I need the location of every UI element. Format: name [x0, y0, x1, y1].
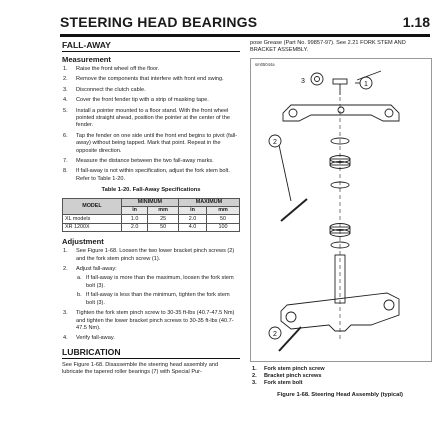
- list-item: 2. Adjust fall-away: a. If fall-away is more than the maximum, loosen the fork stem bolt (3). b. If fall-away is less than the minimum, tighten the fork stem bolt (3).: [62, 266, 240, 307]
- table-cell: XL models: [63, 215, 122, 223]
- list-item: 1. See Figure 1-68. Loosen the two lower bracket pinch screws (2) and the fork stem pinch screw (1).: [63, 248, 235, 262]
- subheading-measurement: Measurement: [62, 55, 111, 64]
- list-item: 6. Tap the fender on one side until the front end begins to pivot (fall-away) without being tapped. Mark that point. Repeat in the opposite direction.: [63, 132, 238, 154]
- legend-item: 2. Bracket pinch screws: [252, 373, 322, 380]
- table-caption: Table 1-20. Fall-Away Specifications: [101, 187, 201, 194]
- header-rule: [60, 34, 430, 37]
- fallaway-spec-table: [62, 198, 240, 233]
- pinch-screw-left: [281, 199, 307, 221]
- page-header: [60, 14, 430, 36]
- list-item: 7. Measure the distance between the two fall-away marks.: [63, 158, 214, 165]
- continued-text: pose Grease (Part No. 99857-97). See 2.21 FORK STEM AND BRACKET ASSEMBLY.: [250, 40, 406, 53]
- table-unit: in: [178, 207, 206, 215]
- list-item: a. If fall-away is more than the maximum, loosen the fork stem bolt (3).: [77, 275, 234, 289]
- fork-stem-bolt-head: [333, 79, 347, 84]
- lubrication-text: See Figure 1-68. Disassemble the steering head assembly and lubricate the tapered roller bearings (7) with Special Pur-: [62, 361, 219, 376]
- list-item: 2. Remove the components that interfere with front end swing.: [63, 76, 224, 83]
- table-header-minimum: MINIMUM: [121, 198, 178, 206]
- table-cell: XR 1200X: [63, 223, 122, 231]
- page-number: 1.18: [402, 14, 430, 30]
- washer: [311, 73, 323, 85]
- list-item: 5. Install a pointer mounted to a floor stand. With the front wheel pointed straight ahead, position the pointer at the center of the fender.: [63, 107, 230, 129]
- lower-bracket: [281, 293, 399, 331]
- table-row: [63, 215, 240, 223]
- table-unit: mm: [148, 207, 179, 215]
- page-title: STEERING HEAD BEARINGS: [60, 14, 258, 30]
- table-unit: mm: [207, 207, 240, 215]
- table-cell: 50: [148, 223, 179, 231]
- steering-head-diagram: [251, 59, 431, 361]
- table-cell: 2.0: [178, 215, 206, 223]
- adjustment-substeps: [76, 275, 240, 307]
- table-header-model: MODEL: [63, 198, 122, 215]
- steering-head-figure: [250, 58, 432, 362]
- figure-id: sm05044a: [255, 62, 275, 67]
- callout-2-lower: 2: [273, 331, 277, 338]
- figure-legend: [252, 366, 428, 388]
- adjustment-steps: [62, 248, 240, 342]
- list-item: 4. Cover the front fender tip with a strip of masking tape.: [63, 97, 209, 104]
- left-column: [62, 40, 240, 377]
- table-cell: 50: [207, 215, 240, 223]
- callout-3: 3: [301, 78, 305, 85]
- pinch-screw-top: [357, 71, 381, 80]
- legend-item: 3. Fork stem bolt: [252, 380, 303, 387]
- list-item: 4. Verify fall-away.: [63, 335, 115, 342]
- table-cell: 2.0: [121, 223, 147, 231]
- list-item: 1. Raise the front wheel off the floor.: [63, 66, 160, 72]
- figure-caption: Figure 1-68. Steering Head Assembly (typical): [277, 392, 403, 398]
- table-cell: 25: [148, 215, 179, 223]
- callout-2-upper: 2: [273, 139, 277, 146]
- table-cell: 4.0: [178, 223, 206, 231]
- list-item: 8. If fall-away is not within specification, adjust the fork stem bolt. Refer to Table 1-20.: [63, 168, 230, 182]
- subheading-adjustment: Adjustment: [62, 237, 104, 247]
- measurement-steps: [62, 66, 240, 183]
- table-row: [63, 223, 240, 231]
- table-cell: 1.0: [121, 215, 147, 223]
- list-item: b. If fall-away is less than the minimum, tighten the fork stem bolt (3).: [77, 292, 230, 306]
- pinch-screw-lower: [279, 327, 301, 351]
- list-item: 3. Tighten the fork stem pinch screw to 30-35 ft-lbs (40.7-47.5 Nm) and tighten the lower bracket pinch screws to 30-35 ft-lbs (40.7-47.5 Nm).: [63, 310, 235, 331]
- table-unit: in: [121, 207, 147, 215]
- legend-item: 1. Fork stem pinch screw: [252, 366, 325, 372]
- section-heading-lubrication: LUBRICATION: [62, 347, 240, 359]
- table-header-maximum: MAXIMUM: [178, 198, 239, 206]
- table-cell: 100: [207, 223, 240, 231]
- callout-1: 1: [364, 81, 368, 88]
- section-heading-fallaway: FALL-AWAY: [62, 40, 240, 52]
- list-item: 3. Disconnect the clutch cable.: [63, 86, 146, 93]
